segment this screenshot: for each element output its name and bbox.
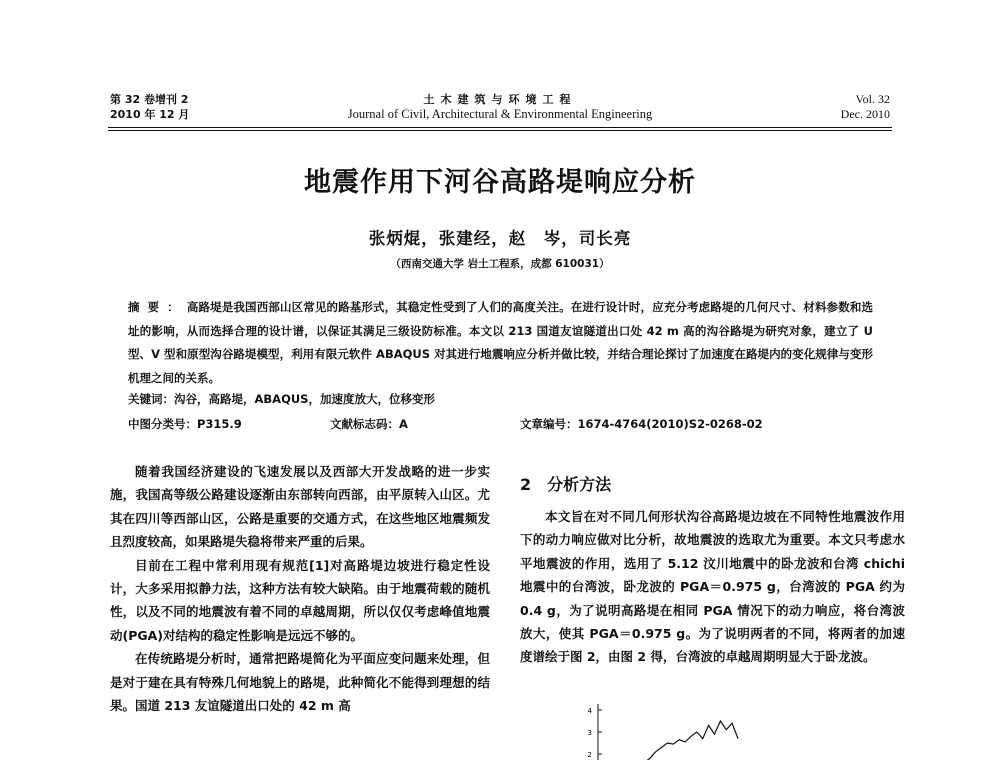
header-volume-issue: 第 32 卷增刊 2 (110, 93, 189, 106)
intro-paragraph-1: 随着我国经济建设的飞速发展以及西部大开发战略的进一步实施，我国高等级公路建设逐渐由东部转向西部，由平原转入山区。尤其在四川等西部山区，公路是重要的交通方式，在这些地区地震频发且烈度较高，如果路堤失稳将带来严重的后果。 (110, 464, 490, 550)
header-volume-block (110, 92, 189, 122)
paper-title: 地震作用下河谷高路堤响应分析 (304, 167, 696, 198)
journal-title-en: Journal of Civil, Architectural & Environmental Engineering (347, 107, 653, 121)
header-volume-en-block (841, 92, 890, 122)
section-heading-analysis-method: 2 分析方法 (520, 475, 612, 494)
abstract (128, 296, 873, 390)
article-number: 文章编号：1674-4764(2010)S2-0268-02 (520, 417, 763, 431)
y-tick-label: 2 (587, 751, 592, 759)
spectrum-chart (578, 700, 778, 760)
header-date-cn: 2010 年 12 月 (110, 108, 190, 121)
header-rule-bottom (108, 130, 892, 131)
right-column (520, 505, 905, 669)
y-tick-label: 3 (587, 729, 592, 737)
author-affiliation: （西南交通大学 岩土工程系，成都 610031） (390, 258, 610, 270)
header-date-en: Dec. 2010 (840, 107, 890, 121)
header-rule-top (108, 127, 892, 128)
keywords: 关键词：沟谷，高路堤，ABAQUS，加速度放大，位移变形 (128, 392, 435, 406)
intro-paragraph-3: 在传统路堤分析时，通常把路堤简化为平面应变问题来处理，但是对于建在具有特殊几何地貌上的路堤，此种简化不能得到理想的结果。国道 213 友谊隧道出口处的 42 m 高 (110, 651, 490, 714)
spectrum-line (638, 721, 738, 760)
abstract-label: 摘要： (128, 300, 187, 314)
header-journal-block (300, 92, 700, 122)
abstract-text: 高路堤是我国西部山区常见的路基形式，其稳定性受到了人们的高度关注。在进行设计时，应充分考虑路堤的几何尺寸、材料参数和选址的影响，从而选择合理的设计谱，以保证其满足三级设防标准。本文以 213 国道友谊隧道出口处 42 m 高的沟谷路堤为研究对象，建立了 U 型、V 型和原型沟谷路堤模型，利用有限元软件 ABAQUS 对其进行地震响应分析并做比较，并结合理论探讨了加速度在路堤内的变化规律与变形机理之间的关系。 (128, 300, 874, 385)
left-column (110, 460, 490, 717)
author-list: 张炳焜，张建经，赵 岑，司长亮 (368, 229, 632, 248)
method-paragraph: 本文旨在对不同几何形状沟谷高路堤边坡在不同特性地震波作用下的动力响应做对比分析，故地震波的选取尤为重要。本文只考虑水平地震波的作用，选用了 5.12 汶川地震中的卧龙波和台湾 chichi 地震中的台湾波，卧龙波的 PGA＝0.975 g，台湾波的 PGA 约为 0.4 g，为了说明高路堤在相同 PGA 情况下的动力响应，将台湾波放大，使其 PGA＝0.975 g。为了说明两者的不同，将两者的加速度谱绘于图 2，由图 2 得，台湾波的卓越周期明显大于卧龙波。 (520, 509, 905, 665)
clc-number: 中图分类号：P315.9 (128, 417, 242, 431)
document-code: 文献标志码：A (330, 417, 408, 431)
y-tick-label: 4 (587, 707, 592, 715)
intro-paragraph-2: 目前在工程中常利用现有规范[1]对高路堤边坡进行稳定性设计，大多采用拟静力法，这种方法有较大缺陷。由于地震荷载的随机性，以及不同的地震波有着不同的卓越周期，所以仅仅考虑峰值地震动(PGA)对结构的稳定性影响是远远不够的。 (110, 557, 490, 643)
header-volume-en: Vol. 32 (855, 92, 890, 106)
journal-title-cn: 土木建筑与环境工程 (423, 93, 577, 106)
